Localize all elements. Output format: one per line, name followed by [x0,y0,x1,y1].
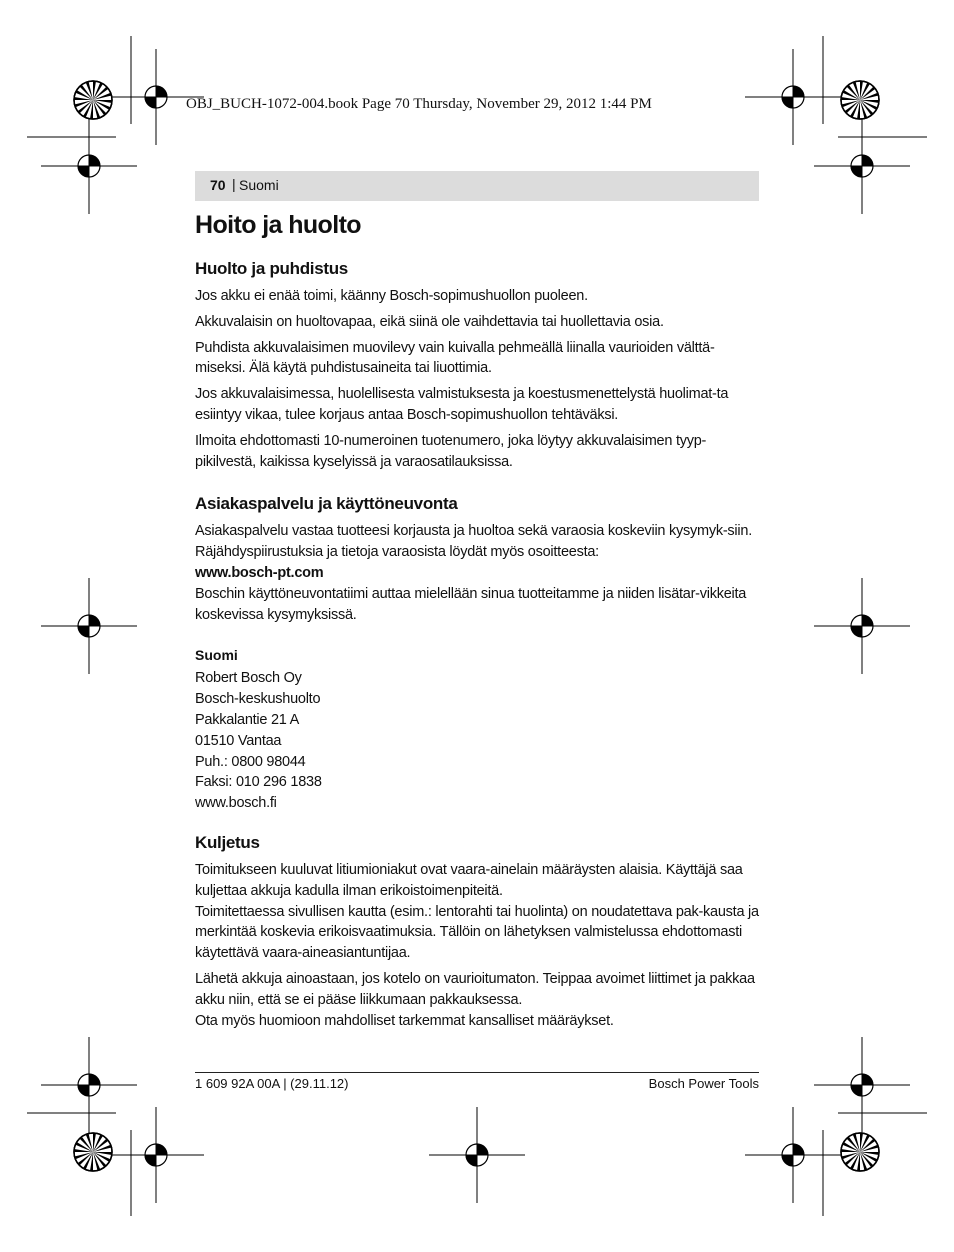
service-address [195,668,761,814]
footer-doc-number: 1 609 92A 00A | (29.11.12) [195,1076,349,1091]
footer-brand: Bosch Power Tools [648,1076,759,1091]
maintenance-paragraph: Akkuvalaisin on huoltovapaa, eikä siinä ole vaihdettavia tai huollettavia osia. [195,313,664,330]
footer-rule [195,1072,759,1073]
address-line: Robert Bosch Oy [195,670,302,687]
address-line: 01510 Vantaa [195,732,282,749]
header-separator: | [232,176,236,192]
heading-country: Suomi [195,647,238,664]
heading-maintenance: Huolto ja puhdistus [195,259,348,278]
service-paragraph: Boschin käyttöneuvontatiimi auttaa mielellään sinua tuotteitamme ja niiden lisätar-vikkeita koskevissa kysymyksissä. [195,585,747,623]
heading-transport: Kuljetus [195,832,260,852]
address-line: Bosch-keskushuolto [195,691,321,708]
transport-paragraph: Ota myös huomioon mahdolliset tarkemmat kansalliset määräykset. [195,1012,614,1029]
service-website-link[interactable]: www.bosch-pt.com [195,564,324,581]
maintenance-paragraph: Jos akkuvalaisimessa, huolellisesta valmistuksesta ja koestusmenettelystä huolimat-ta esiintyy vikaa, tulee korjaus antaa Bosch-sopimushuollon tehtäväksi. [195,386,729,423]
service-paragraph: Asiakaspalvelu vastaa tuotteesi korjausta ja huoltoa sekä varaosia koskeviin kysymyk-siin. Räjähdyspiirustuksia ja tietoja varaosista löydät myös osoitteesta: [195,523,752,561]
page-header-bar [195,171,759,201]
address-website-link[interactable]: www.bosch.fi [195,795,277,812]
page-title: Hoito ja huolto [195,211,361,239]
heading-customer-service: Asiakaspalvelu ja käyttöneuvonta [195,494,458,514]
transport-paragraph: Lähetä akkuja ainoastaan, jos kotelo on vaurioitumaton. Teippaa avoimet liittimet ja pakkaa akku niin, että se ei pääse liikkumaan pakkauksessa. [195,970,755,1008]
transport-paragraph: Toimitettaessa sivullisen kautta (esim.: lentorahti tai huolinta) on noudatettava pak-kausta ja merkintää koskevia erikoisvaatimuksia. Tällöin on lähetyksen valmistelussa ehdottomasti käytettävä vaara-aineasiantuntijaa. [195,903,759,962]
page-content [195,210,761,1036]
transport-paragraph: Toimitukseen kuuluvat litiumioniakut ovat vaara-ainelain määräysten alaisia. Käyttäjä saa kuljettaa akkuja kadulla ilman erikoistoimenpiteitä. [195,861,743,899]
header-section-name: Suomi [239,177,279,193]
print-slug: OBJ_BUCH-1072-004.book Page 70 Thursday, November 29, 2012 1:44 PM [186,96,652,112]
page-number: 70 [210,177,226,193]
maintenance-paragraph: Puhdista akkuvalaisimen muovilevy vain kuivalla pehmeällä liinalla vaurioiden välttä-miseksi. Älä käytä puhdistusaineita tai liuottimia. [195,339,715,377]
maintenance-paragraph: Ilmoita ehdottomasti 10-numeroinen tuotenumero, joka löytyy akkuvalaisimen tyyp-pikilvestä, kaikissa kyselyissä ja varaosatilauksissa. [195,432,707,470]
address-line: Pakkalantie 21 A [195,711,300,728]
maintenance-paragraph: Jos akku ei enää toimi, käänny Bosch-sopimushuollon puoleen. [195,288,588,304]
address-fax: Faksi: 010 296 1838 [195,774,322,791]
address-phone: Puh.: 0800 98044 [195,753,306,770]
